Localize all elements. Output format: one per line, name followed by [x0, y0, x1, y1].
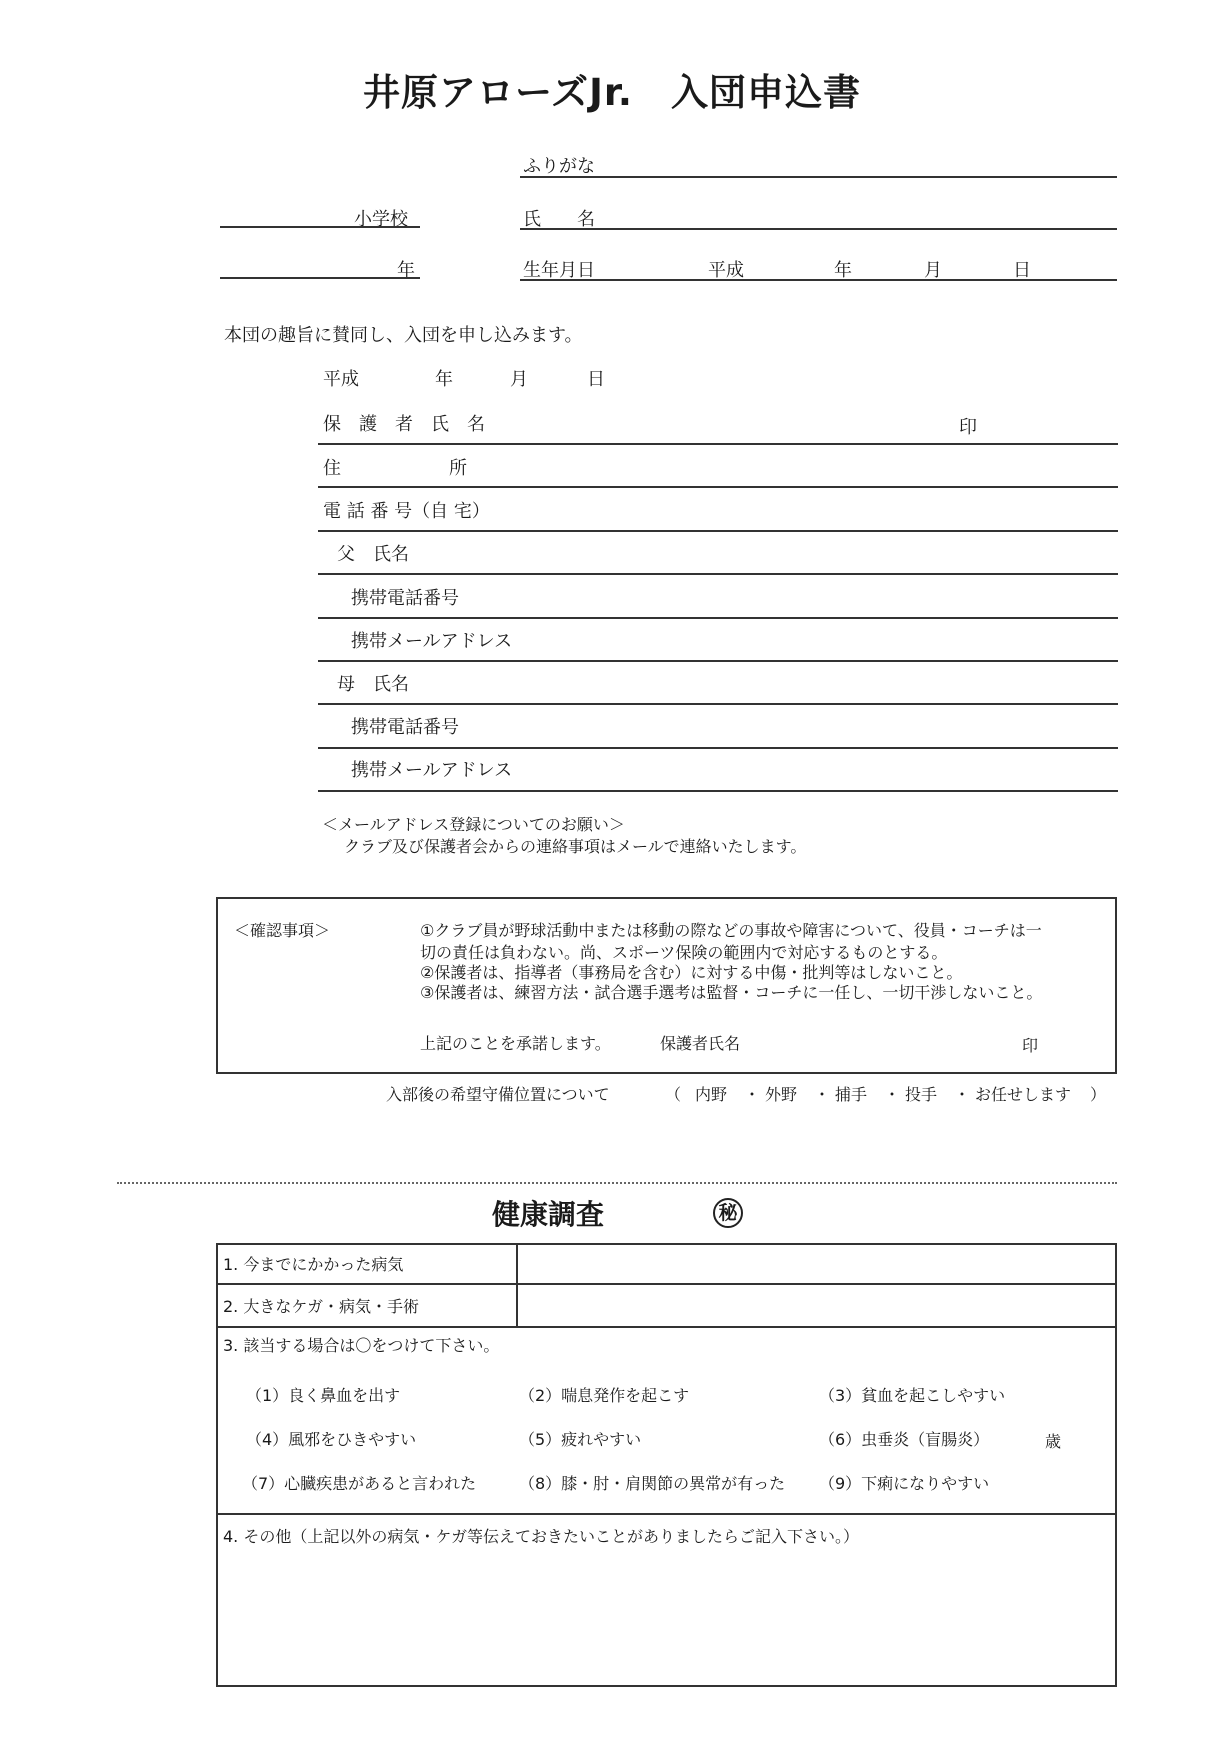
mother-mobile-line[interactable]	[318, 747, 1118, 749]
furigana-line[interactable]	[520, 176, 1117, 178]
health-option-6[interactable]: （6）虫垂炎（盲腸炎）	[819, 1430, 990, 1449]
health-option-8[interactable]: （8）膝・肘・肩関節の異常が有った	[519, 1474, 786, 1493]
position-pref-label: 入部後の希望守備位置について	[386, 1085, 610, 1104]
cut-line	[117, 1182, 1117, 1184]
application-year-unit: 年	[435, 369, 453, 390]
health-option-3[interactable]: （3）貧血を起こしやすい	[819, 1386, 1006, 1405]
address-label: 住 所	[323, 458, 467, 479]
position-option-outfield[interactable]: 外野	[765, 1085, 798, 1104]
school-line[interactable]	[220, 226, 420, 228]
birthdate-label: 生年月日	[523, 260, 595, 281]
health-q3-label: 3. 該当する場合は〇をつけて下さい。	[223, 1336, 500, 1355]
health-q4-label: 4. その他（上記以外の病気・ケガ等伝えておきたいことがありましたらご記入下さい。）	[223, 1527, 860, 1546]
health-option-2[interactable]: （2）喘息発作を起こす	[519, 1386, 690, 1405]
father-email-label: 携帯メールアドレス	[351, 631, 513, 652]
birth-era: 平成	[708, 260, 744, 281]
birth-month-unit: 月	[924, 260, 942, 281]
father-name-label: 父 氏名	[337, 544, 409, 565]
form-title: 井原アローズJr. 入団申込書	[363, 71, 861, 114]
furigana-label: ふりがな	[523, 156, 595, 177]
home-phone-line[interactable]	[318, 530, 1118, 532]
student-name-line[interactable]	[520, 228, 1117, 230]
health-option-4[interactable]: （4）風邪をひきやすい	[246, 1430, 417, 1449]
position-option-pitcher[interactable]: 投手	[905, 1085, 938, 1104]
email-note-body: クラブ及び保護者会からの連絡事項はメールで連絡いたします。	[344, 837, 807, 856]
position-pref-close-paren: ）	[1090, 1085, 1107, 1104]
health-option-9[interactable]: （9）下痢になりやすい	[819, 1474, 990, 1493]
mother-name-line[interactable]	[318, 703, 1118, 705]
health-survey-title: 健康調査	[492, 1198, 605, 1231]
position-option-any[interactable]: お任せします	[975, 1085, 1072, 1104]
confidential-seal: 秘	[713, 1198, 743, 1228]
health-q1-answer[interactable]	[520, 1247, 1113, 1283]
birth-day-unit: 日	[1013, 260, 1031, 281]
school-label: 小学校	[354, 209, 408, 230]
mother-email-line[interactable]	[318, 790, 1118, 792]
application-month-unit: 月	[510, 369, 528, 390]
health-q2-answer[interactable]	[520, 1289, 1113, 1325]
confirmation-item-1b: 切の責任は負わない。尚、スポーツ保険の範囲内で対応するものとする。	[420, 943, 948, 962]
position-sep: ・	[744, 1085, 761, 1104]
guardian-seal-mark: 印	[959, 417, 977, 438]
home-phone-label: 電 話 番 号（自 宅）	[323, 501, 490, 522]
application-era: 平成	[323, 369, 359, 390]
father-email-line[interactable]	[318, 660, 1118, 662]
consent-seal-mark: 印	[1022, 1036, 1039, 1055]
position-sep: ・	[884, 1085, 901, 1104]
health-q4-answer[interactable]	[222, 1552, 1112, 1682]
health-q2-label: 2. 大きなケガ・病気・手術	[223, 1297, 420, 1316]
health-option-5[interactable]: （5）疲れやすい	[519, 1430, 642, 1449]
address-line[interactable]	[318, 486, 1118, 488]
position-pref-open-paren: （	[665, 1085, 682, 1104]
confirmation-item-1a: ①クラブ員が野球活動中または移動の際などの事故や障害について、役員・コーチは一	[420, 921, 1042, 940]
confirmation-item-2: ②保護者は、指導者（事務局を含む）に対する中傷・批判等はしないこと。	[420, 963, 963, 982]
health-option-7[interactable]: （7）心臓疾患があると言われた	[242, 1474, 477, 1493]
health-q1-label: 1. 今までにかかった病気	[223, 1255, 404, 1274]
grade-line[interactable]	[220, 277, 420, 279]
father-mobile-line[interactable]	[318, 617, 1118, 619]
application-statement: 本団の趣旨に賛同し、入団を申し込みます。	[224, 325, 583, 346]
mother-name-label: 母 氏名	[337, 674, 409, 695]
guardian-name-label: 保 護 者 氏 名	[323, 414, 485, 435]
consent-guardian-label: 保護者氏名	[660, 1034, 741, 1053]
health-option-1[interactable]: （1）良く鼻血を出す	[246, 1386, 401, 1405]
confirmation-heading: ＜確認事項＞	[234, 921, 331, 940]
email-note-heading: ＜メールアドレス登録についてのお願い＞	[322, 815, 625, 834]
position-option-catcher[interactable]: 捕手	[835, 1085, 868, 1104]
application-day-unit: 日	[587, 369, 605, 390]
health-column-divider	[516, 1243, 518, 1328]
grade-label: 年	[397, 260, 415, 281]
guardian-name-line[interactable]	[318, 443, 1118, 445]
birthdate-line[interactable]	[520, 279, 1117, 281]
confirmation-item-3: ③保護者は、練習方法・試合選手選考は監督・コーチに一任し、一切干渉しないこと。	[420, 983, 1043, 1002]
consent-statement: 上記のことを承諾します。	[420, 1034, 611, 1053]
mother-mobile-label: 携帯電話番号	[351, 717, 459, 738]
father-mobile-label: 携帯電話番号	[351, 588, 459, 609]
student-name-label: 氏 名	[523, 209, 595, 230]
position-sep: ・	[954, 1085, 971, 1104]
position-option-infield[interactable]: 内野	[695, 1085, 728, 1104]
mother-email-label: 携帯メールアドレス	[351, 760, 513, 781]
position-sep: ・	[814, 1085, 831, 1104]
father-name-line[interactable]	[318, 573, 1118, 575]
appendicitis-age-unit: 歳	[1045, 1432, 1062, 1451]
birth-year-unit: 年	[834, 260, 852, 281]
